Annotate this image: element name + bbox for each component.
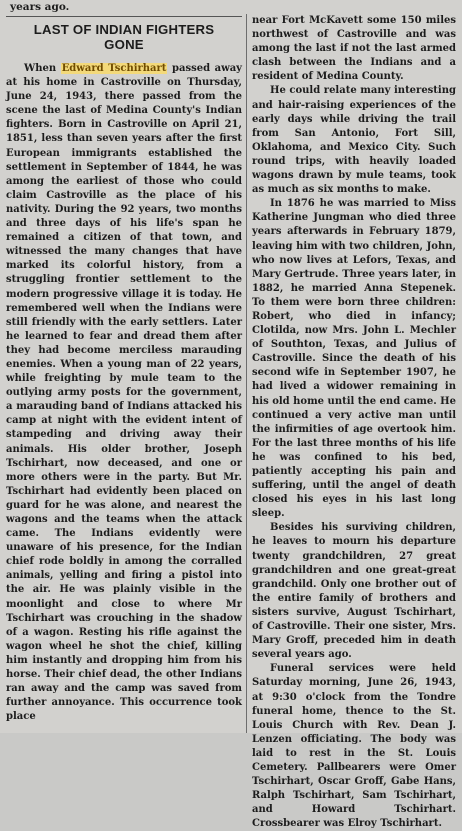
right-column — [252, 14, 456, 831]
column-divider — [246, 14, 247, 733]
headline-line-1: LAST OF INDIAN FIGHTERS — [33, 22, 215, 37]
headline-line-2: GONE — [104, 37, 144, 52]
paragraph-1 — [6, 62, 242, 724]
paragraph-1-rest: passed away at his home in Castroville on Thursday, June 24, 1943, there passed from the scene the last of Medina County's Indian fighters. Born in Castroville on April 21, 1851, less than seven years after the first European immigrants established the settlement in September of 1844, he was among the earliest of those who could claim Castroville as the place of his nativity. During the 92 years, two months and three days of his life's span he remained a citizen of that town, and witnessed the many changes that have marked its colorful history, from a struggling frontier settlement to the modern progressive village it is today. He remembered well when the Indians were still friendly with the early settlers. Later he learned to fear and dread them after they had become merciless marauding enemies. When a young man of 22 years, while freighting by mule team to the outlying army posts for the government, a marauding band of Indians attacked his camp at night with the evident intent of stampeding and driving away their animals. His older brother, Joseph Tschirhart, now deceased, and one or more others were in the party. But Mr. Tschirhart had evidently been placed on guard for he was alone, and nearest the wagons and the teams when the attack came. The Indians evidently were unaware of his presence, for the Indian chief rode boldly in among the corralled animals, yelling and firing a pistol into the air. He was plainly visible in the moonlight and close to where Mr Tschirhart was crouching in the shadow of a wagon. Resting his rifle against the wagon wheel he shot the chief, killing him instantly and dropping him from his horse. Their chief dead, the other Indians ran away and the camp was saved from further annoyance. This occurrence took place — [6, 63, 242, 723]
paragraph-4: In 1876 he was married to Miss Katherine Jungman who died three years afterwards in February 1879, leaving him with two children, John, who now lives at Lefors, Texas, and Mary Gertrude. Three years later, in 1882, he married Anna Stepenek. To them were born three children: Robert, who died in infancy; Clotilda, now Mrs. John L. Mechler of Southton, Texas, and Julius of Castroville. Since the death of his second wife in September 1907, he had lived a widower remaining in his old home until the end came. He continued a very active man until the infirmities of age overtook him. For the last three months of his life he was confined to his bed, patiently accepting his pain and suffering, until the angel of death closed his eyes in his last long sleep. — [252, 198, 456, 520]
headline — [6, 22, 242, 52]
paragraph-3: He could relate many interesting and hair-raising experiences of the early days while driving the trail from San Antonio, Fort Sill, Oklahoma, and Mexico City. Such round trips, with heavily loaded wagons drawn by mule teams, took as much as six months to make. — [252, 85, 456, 196]
newspaper-clipping: years ago. LAST OF INDIAN FIGHTERS GONE When Edward Tschirhart passed away at his home in Castroville on Thursday, June 24, 1943, there passed from the scene the last of Medina County's Indian fighters. Born in Castroville on April 21, 1851, less than seven years after the first European immigrants established the settlement in September of 1844, he was among the earliest of those who could claim Castroville as the place of his nativity. During the 92 years, two months and three days of his life's span he remained a citizen of that town, and witnessed the many changes that have marked its colorful history, from a struggling frontier settlement to the modern progressive village it is today. He remembered well when the Indians were still friendly with the early settlers. Later he learned to fear and dread them after they had become merciless marauding enemies. When a young man of 22 years, while freighting by mule team to the outlying army posts for the government, a marauding band of Indians attacked his camp at night with the evident intent of stampeding and driving away their animals. His older brother, Joseph Tschirhart, now deceased, and one or more others were in the party. But Mr. Tschirhart had evidently been placed on guard for he was alone, and nearest the wagons and the teams when the attack came. The Indians evidently were unaware of his presence, for the Indian chief rode boldly in among the corralled animals, yelling and firing a pistol into the air. He was plainly visible in the moonlight and close to where Mr Tschirhart was crouching in the shadow of a wagon. Resting his rifle against the wagon wheel he shot the chief, killing him instantly and dropping him from his horse. Their chief dead, the other Indians ran away and the camp was saved from further annoyance. This occurrence took place near Fort McKavett some 150 miles northwest of Castroville and was among the last if not the last armed clash between the Indians and a resident of Medina County. He could relate many interesting and hair-raising experiences of the early days while driving the trail from San Antonio, Fort Sill, Oklahoma, and Mexico City. Such round trips, with heavily loaded wagons drawn by mule teams, took as much as six months to make. In 1876 he was married to Miss Katherine Jungman who died three years afterwards in February 1879, leaving him with two children, John, who now lives at Lefors, Texas, and Mary Gertrude. Three years later, in 1882, he married Anna Stepenek. To them were born three children: Robert, who died in infancy; Clotilda, now Mrs. John L. Mechler of Southton, Texas, and Julius of Castroville. Since the death of his second wife in September 1907, he had lived a widower remaining in his old home until the end came. He continued a very active man until the infirmities of age overtook him. For the last three months of his life he was confined to his bed, patiently accepting his pain and suffering, until the angel of death closed his eyes in his last long sleep. Besides his surviving children, he leaves to mourn his departure twenty grandchildren, 27 great grandchildren and one great-great grandchild. Only one brother out of the entire family of brothers and sisters survive, August Tschirhart, of Castroville. Their one sister, Mrs. Mary Groff, preceded him in death several years ago. Funeral services were held Saturday morning, June 26, 1943, at 9:30 o'clock from the Tondre funeral home, thence to the St. Louis Church with Rev. Dean J. Lenzen officiating. The body was laid to rest in the St. Louis Cemetery. Pallbearers were Omer Tschirhart, Oscar Groff, Gabe Hans, Ralph Tschirhart, Sam Tschirhart, and Howard Tschirhart. Crossbearer was Elroy Tschirhart. — [0, 0, 462, 733]
highlighted-name: Edward Tschirhart — [61, 63, 167, 74]
paragraph-1-start: When — [24, 63, 61, 74]
paragraph-2: near Fort McKavett some 150 miles northwest of Castroville and was among the last if not the last armed clash between the Indians and a resident of Medina County. — [252, 15, 456, 83]
left-column — [6, 14, 242, 724]
paragraph-5: Besides his surviving children, he leaves to mourn his departure twenty grandchildren, 27 great grandchildren and one great-great grandchild. Only one brother out of the entire family of brothers and sisters survive, August Tschirhart, of Castroville. Their one sister, Mrs. Mary Groff, preceded him in death several years ago. — [252, 522, 456, 661]
paragraph-6: Funeral services were held Saturday morning, June 26, 1943, at 9:30 o'clock from the Tondre funeral home, thence to the St. Louis Church with Rev. Dean J. Lenzen officiating. The body was laid to rest in the St. Louis Cemetery. Pallbearers were Omer Tschirhart, Oscar Groff, Gabe Hans, Ralph Tschirhart, Sam Tschirhart, and Howard Tschirhart. Crossbearer was Elroy Tschirhart. — [252, 663, 456, 830]
